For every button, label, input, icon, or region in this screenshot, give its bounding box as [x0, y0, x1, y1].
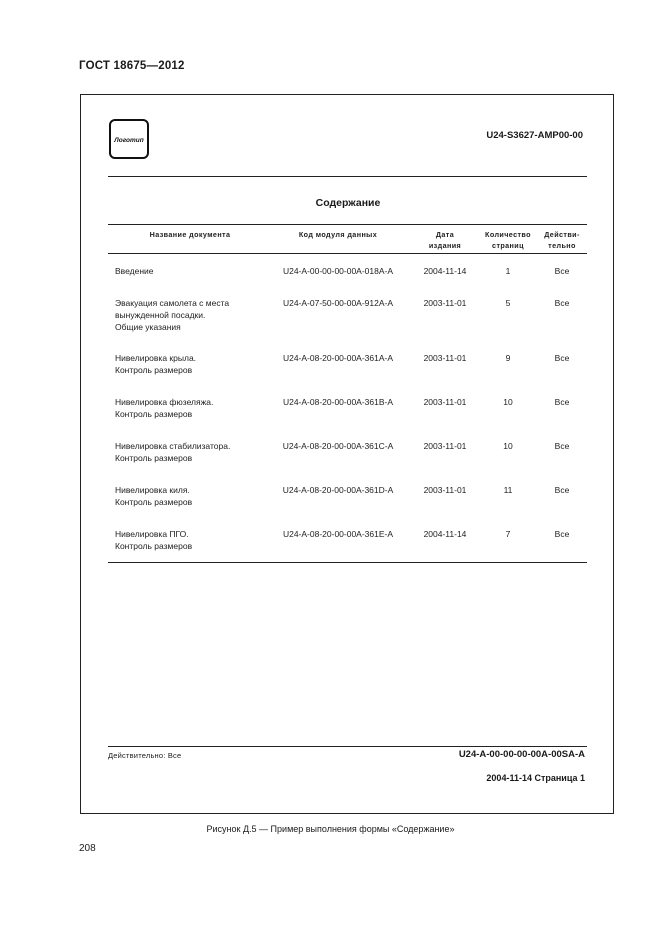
footer-module-code: U24-A-00-00-00-00A-00SA-A: [458, 749, 585, 760]
column-header-valid-line1: Действи-: [544, 230, 580, 239]
row-date: 2003-11-01: [423, 353, 467, 363]
column-header-title: Название документа: [149, 230, 231, 239]
row-title-line: Нивелировка фюзеляжа.: [115, 397, 214, 407]
document-code: U24-S3627-AMP00-00: [486, 130, 583, 141]
row-title-line: Нивелировка стабилизатора.: [115, 441, 231, 451]
row-title-line: Контроль размеров: [115, 365, 193, 375]
column-header-date-line1: Дата: [435, 230, 455, 239]
figure-caption: Рисунок Д.5 — Пример выполнения формы «Содержание»: [206, 824, 455, 834]
row-code: U24-A-08-20-00-00A-361D-A: [282, 485, 394, 495]
footer-date-page: 2004-11-14 Страница 1: [486, 773, 585, 783]
standard-header: ГОСТ 18675—2012: [79, 60, 185, 72]
row-title-line: Нивелировка ПГО.: [115, 529, 189, 539]
table-bottom-rule: [108, 562, 587, 563]
column-header-valid-line2: тельно: [548, 241, 576, 250]
row-title-line: Контроль размеров: [115, 497, 193, 507]
toc-title: Содержание: [315, 197, 381, 209]
svg-text:Логотип: Логотип: [114, 137, 144, 144]
row-pages: 10: [503, 441, 513, 451]
row-title-line: Введение: [115, 266, 154, 276]
row-date: 2003-11-01: [423, 441, 467, 451]
row-title: [115, 352, 265, 376]
row-title-line: Контроль размеров: [115, 409, 193, 419]
row-valid: Все: [554, 441, 570, 451]
row-title-line: Контроль размеров: [115, 453, 193, 463]
page-number: 208: [79, 843, 96, 854]
row-title-line: вынужденной посадки.: [115, 310, 206, 320]
row-pages: 9: [505, 353, 511, 363]
row-code: U24-A-07-50-00-00A-912A-A: [282, 298, 394, 308]
row-title-line: Эвакуация самолета с места: [115, 298, 230, 308]
row-valid: Все: [554, 298, 570, 308]
row-pages: 7: [505, 529, 511, 539]
row-code: U24-A-00-00-00-00A-018A-A: [282, 266, 394, 276]
column-header-pages-line1: Количество: [485, 230, 531, 239]
row-code: U24-A-08-20-00-00A-361B-A: [282, 397, 394, 407]
row-date: 2004-11-14: [423, 266, 467, 276]
logo-text-graphic: [111, 133, 147, 145]
column-header-pages-line2: страниц: [492, 241, 524, 250]
column-header-date: [415, 229, 475, 251]
table-top-rule: [108, 224, 587, 225]
row-pages: 10: [503, 397, 513, 407]
row-date: 2003-11-01: [423, 298, 467, 308]
table-header-rule: [108, 253, 587, 254]
row-title: [115, 484, 265, 508]
row-title-line: Контроль размеров: [115, 541, 193, 551]
column-header-code: Код модуля данных: [298, 230, 378, 239]
column-header-date-line2: издания: [428, 241, 462, 250]
row-date: 2003-11-01: [423, 397, 467, 407]
row-title-line: Нивелировка крыла.: [115, 353, 197, 363]
row-date: 2004-11-14: [423, 529, 467, 539]
row-valid: Все: [554, 266, 570, 276]
row-code: U24-A-08-20-00-00A-361A-A: [282, 353, 394, 363]
row-valid: Все: [554, 397, 570, 407]
row-pages: 1: [505, 266, 511, 276]
footer-validity: Действительно: Все: [108, 751, 182, 760]
row-pages: 5: [505, 298, 511, 308]
footer-rule: [108, 746, 587, 747]
row-title: [115, 528, 265, 552]
row-code: U24-A-08-20-00-00A-361E-A: [282, 529, 394, 539]
column-header-valid: [537, 229, 587, 251]
row-valid: Все: [554, 529, 570, 539]
row-title: [115, 265, 265, 277]
header-divider: [108, 176, 587, 177]
row-code: U24-A-08-20-00-00A-361C-A: [282, 441, 394, 451]
toc-form-frame: [80, 94, 614, 814]
row-title: [115, 440, 265, 464]
row-title-line: Общие указания: [115, 322, 181, 332]
logo-placeholder: [109, 119, 149, 159]
row-valid: Все: [554, 485, 570, 495]
row-title: [115, 297, 265, 333]
column-header-pages: [477, 229, 539, 251]
row-title: [115, 396, 265, 420]
row-title-line: Нивелировка киля.: [115, 485, 190, 495]
row-pages: 11: [503, 485, 513, 495]
row-valid: Все: [554, 353, 570, 363]
row-date: 2003-11-01: [423, 485, 467, 495]
